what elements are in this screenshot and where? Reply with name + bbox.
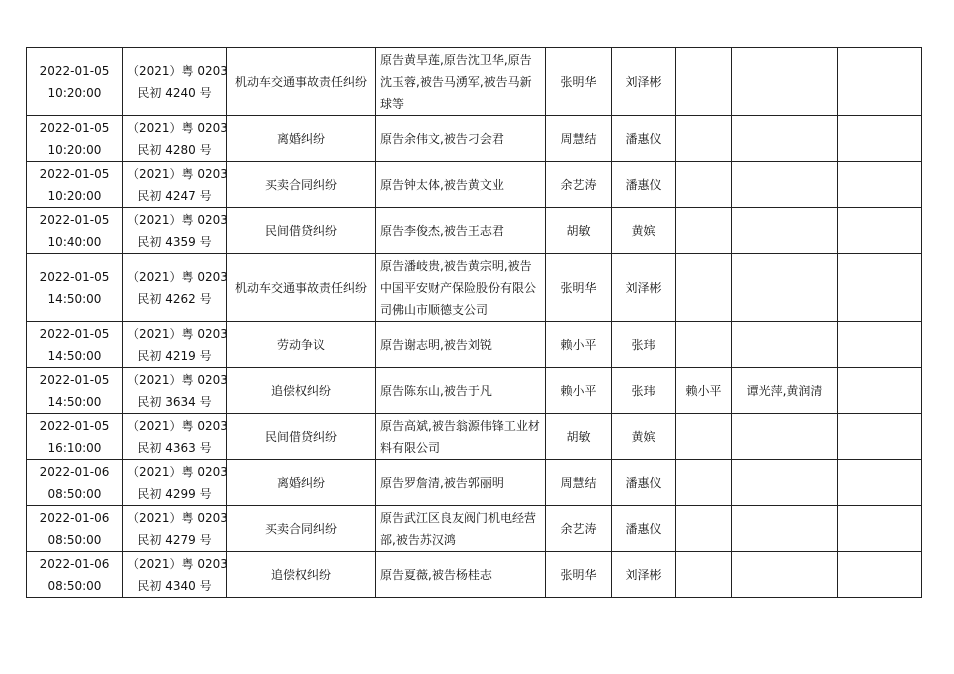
clerk-name: 刘泽彬	[625, 567, 662, 582]
parties-text: 原告夏薇,被告杨桂志	[380, 567, 492, 582]
table-row	[27, 460, 922, 506]
hearing-date: 2022-01-06	[39, 464, 110, 479]
extra-cell-2	[732, 116, 838, 162]
judge-name: 余艺涛	[560, 177, 597, 192]
clerk-cell	[612, 414, 676, 460]
hearing-date: 2022-01-05	[39, 372, 110, 387]
extra-cell-2	[732, 460, 838, 506]
hearing-date: 2022-01-05	[39, 120, 110, 135]
hearing-time: 14:50:00	[47, 394, 102, 409]
extra-cell-2	[732, 162, 838, 208]
table-row	[27, 414, 922, 460]
parties-text: 原告黄旱莲,原告沈卫华,原告沈玉蓉,被告马湧军,被告马新球等	[380, 52, 532, 111]
case-number-suffix: 民初 4340 号	[137, 578, 212, 593]
extra-cell-2	[732, 506, 838, 552]
extra-value-2: 谭光萍,黄润清	[746, 383, 823, 398]
table-row	[27, 506, 922, 552]
extra-cell-1	[676, 48, 732, 116]
judge-cell	[546, 506, 612, 552]
case-number-suffix: 民初 4280 号	[137, 142, 212, 157]
hearing-time: 10:20:00	[47, 85, 102, 100]
table-row	[27, 368, 922, 414]
parties-text: 原告罗詹清,被告郭丽明	[380, 475, 504, 490]
extra-cell-3	[838, 414, 922, 460]
clerk-name: 黄嫔	[631, 429, 656, 444]
hearing-date: 2022-01-05	[39, 269, 110, 284]
extra-cell-1	[676, 208, 732, 254]
clerk-cell	[612, 460, 676, 506]
hearing-datetime-cell	[27, 162, 123, 208]
hearing-time: 14:50:00	[47, 291, 102, 306]
case-cause-cell	[227, 460, 376, 506]
case-number-prefix: （2021）粤 0203	[127, 464, 228, 479]
hearing-datetime-cell	[27, 460, 123, 506]
parties-text: 原告高斌,被告翁源伟锋工业材料有限公司	[380, 418, 540, 455]
parties-text: 原告潘岐贵,被告黄宗明,被告中国平安财产保险股份有限公司佛山市顺德支公司	[380, 258, 537, 317]
hearing-time: 08:50:00	[47, 486, 102, 501]
extra-cell-3	[838, 368, 922, 414]
table-row	[27, 48, 922, 116]
extra-cell-3	[838, 48, 922, 116]
case-number-cell	[123, 460, 227, 506]
judge-cell	[546, 460, 612, 506]
table-row	[27, 254, 922, 322]
case-number-cell	[123, 162, 227, 208]
clerk-cell	[612, 552, 676, 598]
extra-cell-2	[732, 208, 838, 254]
case-number-suffix: 民初 4279 号	[137, 532, 212, 547]
extra-cell-1	[676, 368, 732, 414]
extra-cell-1	[676, 506, 732, 552]
hearing-datetime-cell	[27, 48, 123, 116]
case-number-prefix: （2021）粤 0203	[127, 372, 228, 387]
hearing-date: 2022-01-06	[39, 510, 110, 525]
case-number-prefix: （2021）粤 0203	[127, 418, 228, 433]
hearing-datetime-cell	[27, 208, 123, 254]
extra-cell-3	[838, 506, 922, 552]
extra-cell-1	[676, 322, 732, 368]
case-cause: 离婚纠纷	[276, 475, 325, 490]
parties-cell	[376, 322, 546, 368]
hearing-time: 08:50:00	[47, 532, 102, 547]
case-number-suffix: 民初 4299 号	[137, 486, 212, 501]
judge-name: 张明华	[560, 567, 597, 582]
hearing-date: 2022-01-05	[39, 63, 110, 78]
clerk-cell	[612, 48, 676, 116]
case-number-suffix: 民初 4247 号	[137, 188, 212, 203]
case-cause: 劳动争议	[276, 337, 325, 352]
parties-text: 原告武江区良友阀门机电经营部,被告苏汉鸿	[380, 510, 537, 547]
case-number-suffix: 民初 4363 号	[137, 440, 212, 455]
table-row	[27, 322, 922, 368]
parties-text: 原告余伟文,被告刁会君	[380, 131, 504, 146]
hearing-date: 2022-01-05	[39, 212, 110, 227]
parties-cell	[376, 368, 546, 414]
extra-cell-3	[838, 254, 922, 322]
hearing-schedule-table	[26, 47, 922, 598]
extra-cell-2	[732, 552, 838, 598]
extra-value-1: 赖小平	[685, 383, 722, 398]
judge-cell	[546, 162, 612, 208]
case-cause: 民间借贷纠纷	[264, 223, 337, 238]
judge-name: 余艺涛	[560, 521, 597, 536]
case-cause-cell	[227, 254, 376, 322]
case-number-cell	[123, 48, 227, 116]
case-cause-cell	[227, 162, 376, 208]
case-number-prefix: （2021）粤 0203	[127, 63, 228, 78]
case-cause: 买卖合同纠纷	[264, 521, 337, 536]
case-number-prefix: （2021）粤 0203	[127, 166, 228, 181]
extra-cell-3	[838, 208, 922, 254]
case-number-prefix: （2021）粤 0203	[127, 212, 228, 227]
clerk-name: 潘惠仪	[625, 475, 662, 490]
case-number-cell	[123, 322, 227, 368]
clerk-cell	[612, 208, 676, 254]
case-number-cell	[123, 552, 227, 598]
judge-name: 赖小平	[560, 337, 597, 352]
hearing-datetime-cell	[27, 254, 123, 322]
case-number-prefix: （2021）粤 0203	[127, 510, 228, 525]
parties-cell	[376, 552, 546, 598]
table-row	[27, 552, 922, 598]
clerk-name: 刘泽彬	[625, 280, 662, 295]
clerk-name: 张玮	[631, 383, 656, 398]
parties-cell	[376, 506, 546, 552]
clerk-cell	[612, 368, 676, 414]
extra-cell-2	[732, 254, 838, 322]
case-number-suffix: 民初 4359 号	[137, 234, 212, 249]
judge-name: 赖小平	[560, 383, 597, 398]
clerk-cell	[612, 254, 676, 322]
case-number-prefix: （2021）粤 0203	[127, 326, 228, 341]
case-cause: 离婚纠纷	[276, 131, 325, 146]
case-number-suffix: 民初 4240 号	[137, 85, 212, 100]
hearing-time: 16:10:00	[47, 440, 102, 455]
case-number-cell	[123, 368, 227, 414]
extra-cell-1	[676, 460, 732, 506]
case-number-prefix: （2021）粤 0203	[127, 269, 228, 284]
judge-cell	[546, 48, 612, 116]
judge-cell	[546, 254, 612, 322]
case-number-cell	[123, 208, 227, 254]
table-body	[27, 48, 922, 598]
parties-cell	[376, 414, 546, 460]
parties-text: 原告钟太体,被告黄文业	[380, 177, 504, 192]
clerk-name: 黄嫔	[631, 223, 656, 238]
clerk-cell	[612, 116, 676, 162]
hearing-datetime-cell	[27, 506, 123, 552]
judge-cell	[546, 552, 612, 598]
judge-name: 周慧结	[560, 131, 597, 146]
extra-cell-2	[732, 368, 838, 414]
case-cause-cell	[227, 322, 376, 368]
judge-name: 张明华	[560, 280, 597, 295]
parties-cell	[376, 116, 546, 162]
parties-cell	[376, 208, 546, 254]
clerk-name: 潘惠仪	[625, 131, 662, 146]
hearing-date: 2022-01-05	[39, 418, 110, 433]
case-cause-cell	[227, 368, 376, 414]
hearing-time: 14:50:00	[47, 348, 102, 363]
judge-cell	[546, 208, 612, 254]
case-cause-cell	[227, 506, 376, 552]
case-cause-cell	[227, 116, 376, 162]
extra-cell-1	[676, 116, 732, 162]
extra-cell-2	[732, 48, 838, 116]
case-number-prefix: （2021）粤 0203	[127, 556, 228, 571]
judge-name: 胡敏	[566, 429, 591, 444]
extra-cell-1	[676, 162, 732, 208]
parties-text: 原告谢志明,被告刘锐	[380, 337, 492, 352]
table-row	[27, 162, 922, 208]
clerk-name: 潘惠仪	[625, 521, 662, 536]
hearing-datetime-cell	[27, 116, 123, 162]
case-number-suffix: 民初 4219 号	[137, 348, 212, 363]
table-row	[27, 116, 922, 162]
case-cause-cell	[227, 208, 376, 254]
extra-cell-2	[732, 322, 838, 368]
case-cause-cell	[227, 552, 376, 598]
case-cause: 机动车交通事故责任纠纷	[234, 74, 367, 89]
case-number-cell	[123, 116, 227, 162]
judge-name: 胡敏	[566, 223, 591, 238]
judge-cell	[546, 368, 612, 414]
case-cause: 买卖合同纠纷	[264, 177, 337, 192]
case-number-prefix: （2021）粤 0203	[127, 120, 228, 135]
case-number-suffix: 民初 4262 号	[137, 291, 212, 306]
hearing-date: 2022-01-06	[39, 556, 110, 571]
clerk-name: 刘泽彬	[625, 74, 662, 89]
hearing-datetime-cell	[27, 368, 123, 414]
extra-cell-1	[676, 254, 732, 322]
hearing-datetime-cell	[27, 322, 123, 368]
table-row	[27, 208, 922, 254]
parties-cell	[376, 48, 546, 116]
clerk-name: 潘惠仪	[625, 177, 662, 192]
hearing-datetime-cell	[27, 552, 123, 598]
clerk-name: 张玮	[631, 337, 656, 352]
extra-cell-3	[838, 552, 922, 598]
parties-text: 原告李俊杰,被告王志君	[380, 223, 504, 238]
case-cause: 追偿权纠纷	[270, 383, 331, 398]
hearing-time: 10:20:00	[47, 188, 102, 203]
hearing-time: 08:50:00	[47, 578, 102, 593]
clerk-cell	[612, 506, 676, 552]
hearing-date: 2022-01-05	[39, 166, 110, 181]
judge-cell	[546, 322, 612, 368]
extra-cell-3	[838, 162, 922, 208]
case-cause: 追偿权纠纷	[270, 567, 331, 582]
extra-cell-3	[838, 116, 922, 162]
judge-name: 张明华	[560, 74, 597, 89]
judge-cell	[546, 414, 612, 460]
case-number-cell	[123, 254, 227, 322]
extra-cell-2	[732, 414, 838, 460]
hearing-datetime-cell	[27, 414, 123, 460]
case-cause: 机动车交通事故责任纠纷	[234, 280, 367, 295]
case-cause-cell	[227, 48, 376, 116]
case-number-cell	[123, 506, 227, 552]
case-cause-cell	[227, 414, 376, 460]
parties-cell	[376, 254, 546, 322]
parties-text: 原告陈东山,被告于凡	[380, 383, 492, 398]
hearing-time: 10:20:00	[47, 142, 102, 157]
extra-cell-3	[838, 460, 922, 506]
clerk-cell	[612, 162, 676, 208]
hearing-time: 10:40:00	[47, 234, 102, 249]
extra-cell-1	[676, 552, 732, 598]
hearing-date: 2022-01-05	[39, 326, 110, 341]
extra-cell-1	[676, 414, 732, 460]
extra-cell-3	[838, 322, 922, 368]
judge-name: 周慧结	[560, 475, 597, 490]
case-number-cell	[123, 414, 227, 460]
clerk-cell	[612, 322, 676, 368]
case-number-suffix: 民初 3634 号	[137, 394, 212, 409]
case-cause: 民间借贷纠纷	[264, 429, 337, 444]
judge-cell	[546, 116, 612, 162]
parties-cell	[376, 460, 546, 506]
parties-cell	[376, 162, 546, 208]
